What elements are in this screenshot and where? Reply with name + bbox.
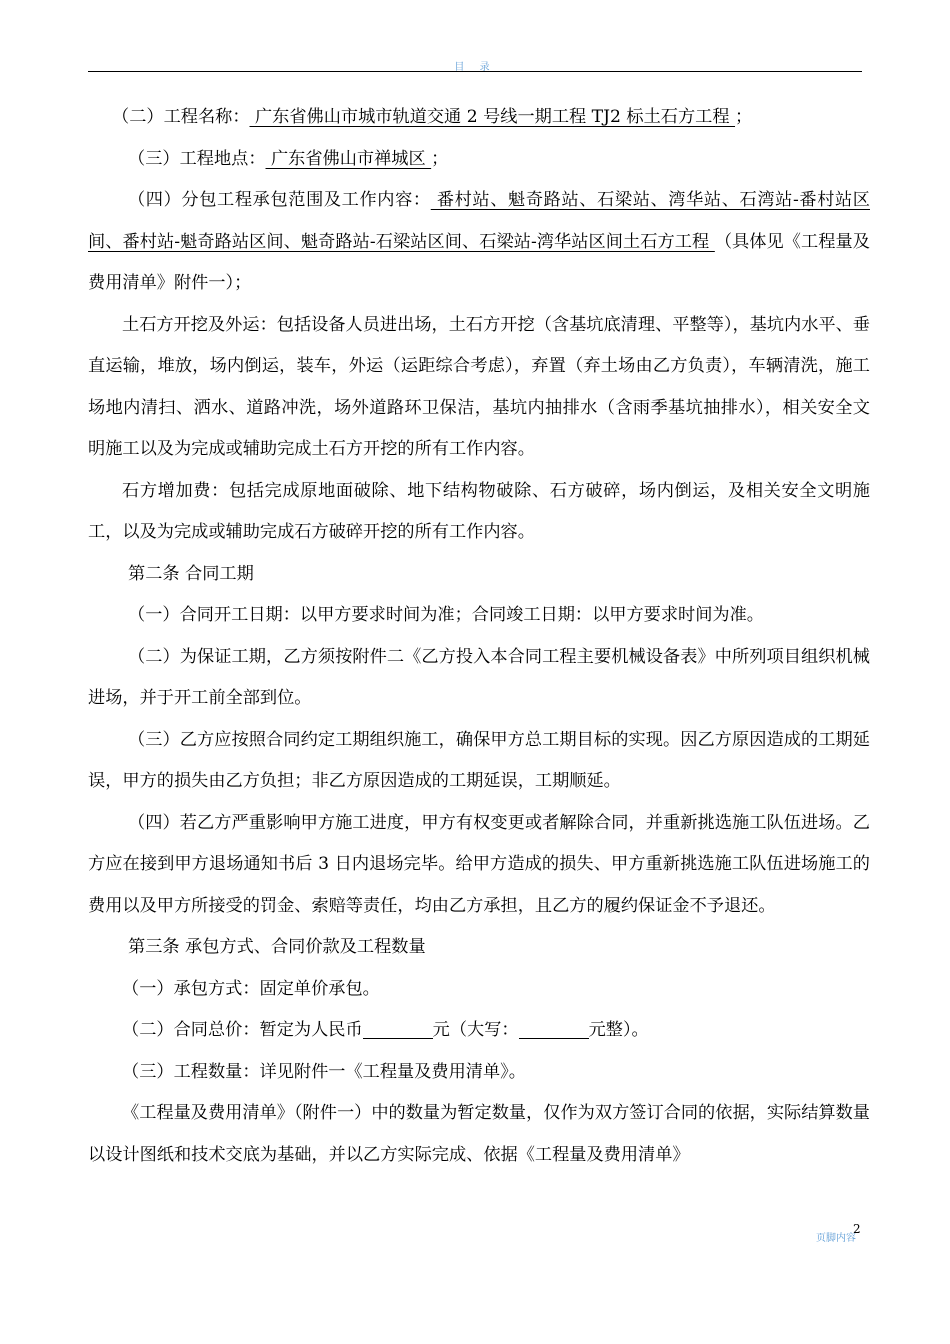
contract-price-words-label: 元（大写： bbox=[432, 1020, 519, 1040]
article-2-title: 第二条 合同工期 bbox=[128, 563, 254, 584]
project-name-value: 广东省佛山市城市轨道交通 2 号线一期工程 TJ2 标土石方工程 bbox=[249, 107, 736, 127]
article-3-item-2 bbox=[88, 1010, 870, 1052]
article-2-item-4: （四）若乙方严重影响甲方施工进度，甲方有权变更或者解除合同，并重新挑选施工队伍进场。乙方应在接到甲方退场通知书后 3 日内退场完毕。给甲方造成的损失、甲方重新挑选施工队伍进场施工的费用以及甲方所接受的罚金、索赔等责任，均由乙方承担，且乙方的履约保证金不予退还。 bbox=[88, 812, 870, 916]
page-footer: 页脚内容 bbox=[816, 1233, 856, 1244]
quantity-note-paragraph: 《工程量及费用清单》（附件一）中的数量为暂定数量，仅作为双方签订合同的依据，实际结算数量以设计图纸和技术交底为基础，并以乙方实际完成、依据《工程量及费用清单》 bbox=[88, 1103, 870, 1165]
article-3-item-1: （一）承包方式：固定单价承包。 bbox=[122, 978, 380, 999]
project-name-label: （二）工程名称： bbox=[112, 107, 250, 127]
earthwork-paragraph: 土石方开挖及外运：包括设备人员进出场，土石方开挖（含基坑底清理、平整等），基坑内水平、垂直运输，堆放，场内倒运，装车，外运（运距综合考虑），弃置（弃土场由乙方负责），车辆清洗，施工场地内清扫、洒水、道路冲洗，场外道路环卫保洁，基坑内抽排水（含雨季基坑抽排水），相关安全文明施工以及为完成或辅助完成土石方开挖的所有工作内容。 bbox=[88, 314, 870, 459]
page-number: 2 bbox=[853, 1222, 861, 1236]
article-2-item-3: （三）乙方应按照合同约定工期组织施工，确保甲方总工期目标的实现。因乙方原因造成的工期延误，甲方的损失由乙方负担；非乙方原因造成的工期延误，工期顺延。 bbox=[88, 729, 870, 791]
article-3-item-3: （三）工程数量：详见附件一《工程量及费用清单》。 bbox=[122, 1061, 526, 1082]
article-2-item-2: （二）为保证工期，乙方须按附件二《乙方投入本合同工程主要机械设备表》中所列项目组织机械进场，并于开工前全部到位。 bbox=[88, 646, 870, 708]
rock-fee-paragraph: 石方增加费：包括完成原地面破除、地下结构物破除、石方破碎，场内倒运，及相关安全文明施工，以及为完成或辅助完成石方破碎开挖的所有工作内容。 bbox=[88, 480, 870, 542]
project-location-line bbox=[88, 139, 870, 181]
contract-price-suffix: 元整）。 bbox=[588, 1020, 649, 1040]
article-2-item-1: （一）合同开工日期：以甲方要求时间为准；合同竣工日期：以甲方要求时间为准。 bbox=[128, 605, 764, 625]
contract-price-blank bbox=[363, 1018, 433, 1039]
project-location-suffix: ； bbox=[431, 148, 449, 169]
contract-price-label: （二）合同总价：暂定为人民币 bbox=[122, 1020, 363, 1040]
document-body bbox=[88, 97, 870, 1176]
scope-value: 番村站、魁奇路站、石梁站、湾华站、石湾站-番村站区间、番村站-魁奇路站区间、魁奇路站-石梁站区间、石梁站-湾华站区间土石方工程 bbox=[88, 190, 870, 252]
scope-paragraph bbox=[88, 180, 870, 305]
project-name-line bbox=[88, 97, 870, 139]
project-location-value: 广东省佛山市禅城区 bbox=[265, 148, 432, 169]
header-divider bbox=[88, 71, 862, 72]
article-3-title: 第三条 承包方式、合同价款及工程数量 bbox=[128, 937, 426, 957]
scope-label: （四）分包工程承包范围及工作内容： bbox=[128, 190, 431, 210]
scope-suffix: （具体见《工程量及费用清单》附件一）； bbox=[88, 231, 870, 293]
project-name-suffix: ； bbox=[735, 107, 753, 127]
page-header: 目 录 bbox=[454, 62, 496, 73]
project-location-label: （三）工程地点： bbox=[128, 148, 266, 169]
contract-price-words-blank bbox=[519, 1018, 589, 1039]
